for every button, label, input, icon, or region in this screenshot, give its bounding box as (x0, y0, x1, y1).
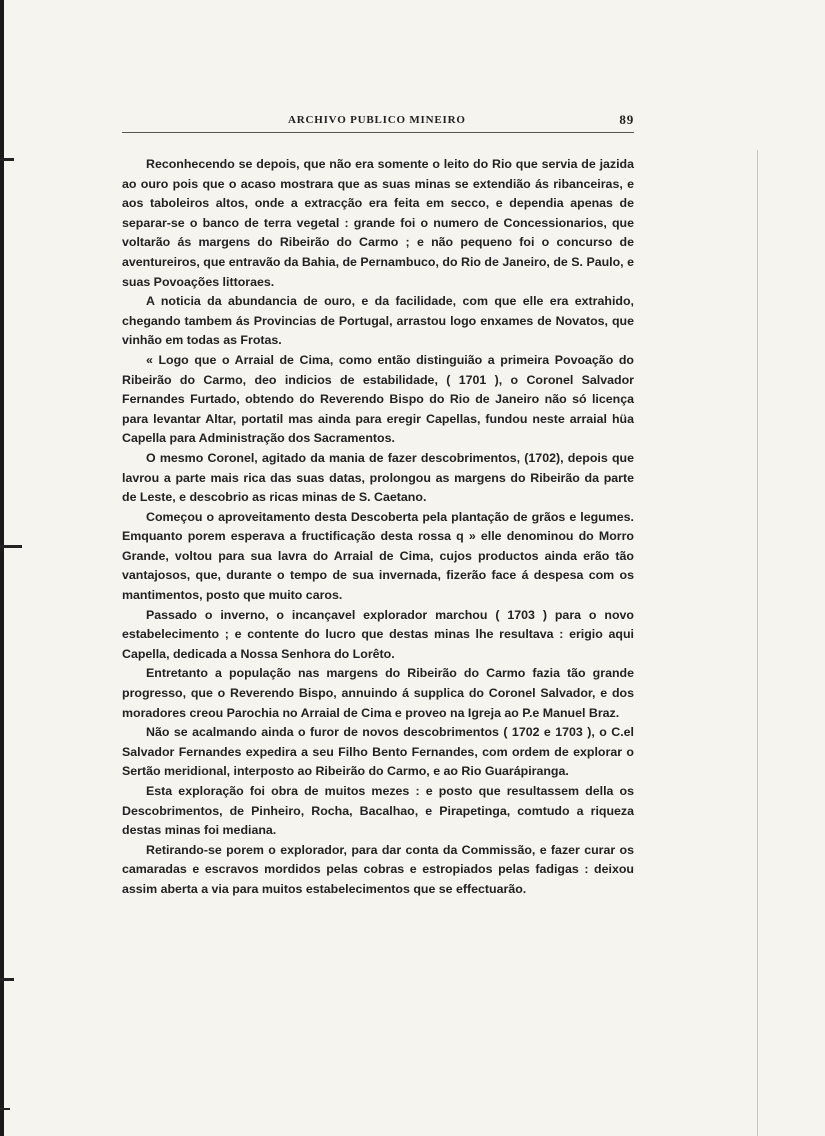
paragraph: « Logo que o Arraial de Cima, como então distinguião a primeira Povoação do Ribeirão do Carmo, deo indicios de estabilidade, ( 1701 ), o Coronel Salvador Fernandes Furtado, obtendo do Reverendo Bispo do Rio de Janeiro não só licença para levantar Altar, portatil mas ainda para eregir Capellas, fundou neste arraial hüa Capella para Administração dos Sacramentos. (122, 352, 634, 446)
paragraph: Começou o aproveitamento desta Descoberta pela plantação de grãos e legumes. Emquanto porem esperava a fructificação desta rossa q » elle denominou do Morro Grande, voltou para sua lavra do Arraial de Cima, cujos productos ainda erão tão vantajosos, que, durante o tempo de sua invernada, fizerão face á despesa com os mantimentos, posto que muito caros. (122, 509, 634, 603)
paragraph: Reconhecendo se depois, que não era somente o leito do Rio que servia de jazida ao ouro pois que o acaso mostrara que as suas minas se extendião ás ribanceiras, e aos taboleiros altos, onde a extracção era feita em secco, e dependia apenas de separar-se o banco de terra vegetal : grande foi o numero de Concessionarios, que voltarão ás margens do Ribeirão do Carmo ; e não pequeno foi o concurso de aventureiros, que entravão da Bahia, de Pernambuco, do Rio de Janeiro, de S. Paulo, e suas Povoações littoraes. (122, 157, 634, 289)
paragraph: A noticia da abundancia de ouro, e da facilidade, com que elle era extrahido, chegando tambem ás Provincias de Portugal, arrastou logo enxames de Novatos, que vinhão em todas as Frotas. (122, 294, 634, 348)
paragraph: Esta exploração foi obra de muitos mezes : e posto que resultassem della os Descobrimentos, de Pinheiro, Rocha, Bacalhao, e Pirapetinga, comtudo a riqueza destas minas foi mediana. (122, 784, 634, 838)
margin-mark (0, 1108, 10, 1110)
paragraph: Não se acalmando ainda o furor de novos descobrimentos ( 1702 e 1703 ), o C.el Salvador Fernandes expedira a seu Filho Bento Fernandes, com ordem de explorar o Sertão meridional, interposto ao Ribeirão do Carmo, e ao Rio Guarápiranga. (122, 725, 634, 779)
paragraph: O mesmo Coronel, agitado da mania de fazer descobrimentos, (1702), depois que lavrou a parte mais rica das suas datas, prolongou as margens do Ribeirão da parte de Leste, e descobrio as ricas minas de S. Caetano. (122, 450, 634, 505)
header-title: ARCHIVO PUBLICO MINEIRO (288, 114, 466, 126)
header-rule (122, 132, 634, 133)
margin-mark (0, 978, 14, 981)
margin-mark (0, 545, 22, 548)
page-number: 89 (619, 112, 634, 127)
running-header (122, 112, 634, 132)
margin-mark (0, 158, 14, 161)
paragraph: Passado o inverno, o incançavel explorador marchou ( 1703 ) para o novo estabelecimento ; e contente do lucro que destas minas lhe resultava : erigio aqui Capella, dedicada a Nossa Senhora do Lorêto. (122, 607, 634, 661)
body-text (122, 155, 634, 900)
page-fold-line (757, 150, 758, 1136)
paragraph: Entretanto a população nas margens do Ribeirão do Carmo fazia tão grande progresso, que o Reverendo Bispo, annuindo á supplica do Coronel Salvador, e dos moradores creou Parochia no Arraial de Cima e proveo na Igreja ao P.e Manuel Braz. (122, 666, 634, 720)
page-binding-edge (0, 0, 4, 1136)
paragraph: Retirando-se porem o explorador, para dar conta da Commissão, e fazer curar os camaradas e escravos mordidos pelas cobras e estropiados pelas fadigas : deixou assim aberta a via para muitos estabelecimentos que se effectuarão. (122, 842, 634, 896)
